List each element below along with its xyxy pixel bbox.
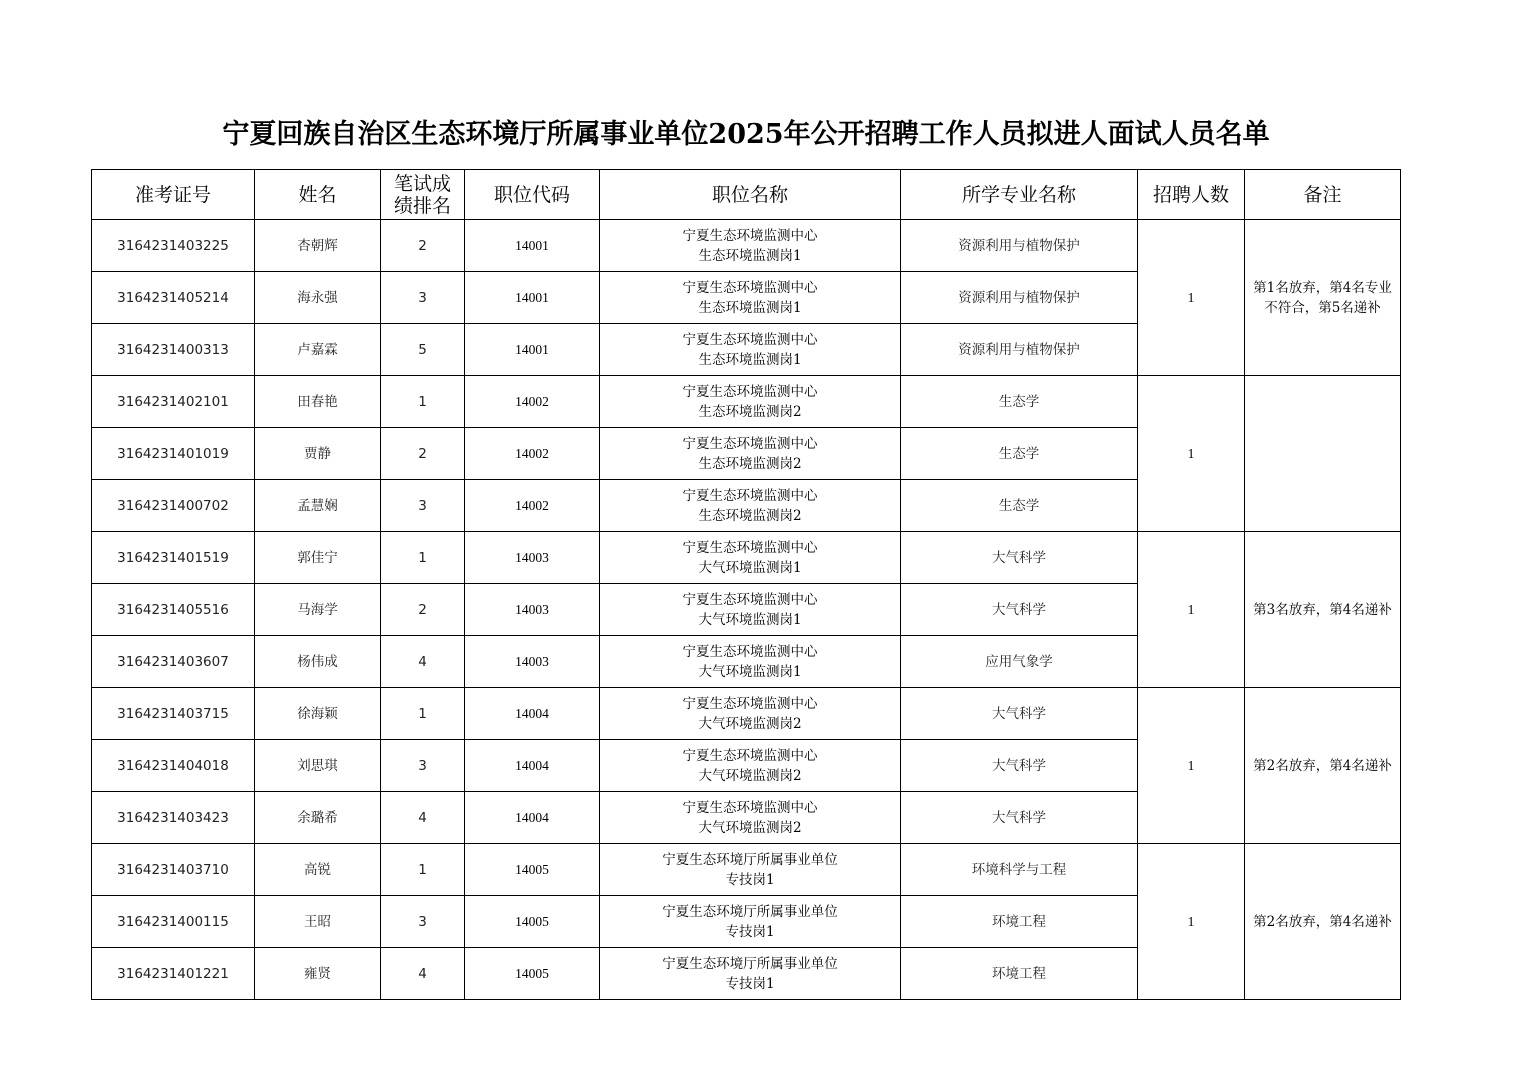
position-code-cell: 14005 [465, 896, 600, 948]
exam-rank-cell: 4 [381, 948, 465, 1000]
position-post: 生态环境监测岗1 [698, 247, 802, 264]
position-name-cell [600, 584, 901, 636]
major-cell: 资源利用与植物保护 [901, 272, 1138, 324]
candidate-name-cell: 余璐希 [255, 792, 381, 844]
header-code: 职位代码 [465, 170, 600, 220]
major-cell: 应用气象学 [901, 636, 1138, 688]
major-cell: 大气科学 [901, 584, 1138, 636]
position-name-cell [600, 844, 901, 896]
quota-cell: 1 [1138, 376, 1245, 532]
position-post: 生态环境监测岗2 [698, 507, 802, 524]
note-cell: 第2名放弃，第4名递补 [1245, 688, 1401, 844]
ticket-number-cell: 3164231401019 [92, 428, 255, 480]
position-unit: 宁夏生态环境监测中心 [682, 799, 818, 816]
major-cell: 大气科学 [901, 792, 1138, 844]
header-note: 备注 [1245, 170, 1401, 220]
ticket-number-cell: 3164231403423 [92, 792, 255, 844]
candidate-name-cell: 杏朝辉 [255, 220, 381, 272]
major-cell: 大气科学 [901, 688, 1138, 740]
major-cell: 资源利用与植物保护 [901, 220, 1138, 272]
interview-roster-table [91, 169, 1401, 1000]
position-code-cell: 14002 [465, 428, 600, 480]
position-unit: 宁夏生态环境监测中心 [682, 747, 818, 764]
position-post: 大气环境监测岗1 [698, 663, 802, 680]
ticket-number-cell: 3164231403607 [92, 636, 255, 688]
exam-rank-cell: 3 [381, 480, 465, 532]
position-name-cell [600, 948, 901, 1000]
candidate-name-cell: 海永强 [255, 272, 381, 324]
quota-cell: 1 [1138, 220, 1245, 376]
position-unit: 宁夏生态环境厅所属事业单位 [662, 903, 838, 920]
major-cell: 资源利用与植物保护 [901, 324, 1138, 376]
candidate-name-cell: 王昭 [255, 896, 381, 948]
exam-rank-cell: 1 [381, 376, 465, 428]
position-code-cell: 14002 [465, 480, 600, 532]
position-post: 大气环境监测岗1 [698, 559, 802, 576]
position-post: 专技岗1 [725, 871, 775, 888]
header-major: 所学专业名称 [901, 170, 1138, 220]
position-post: 专技岗1 [725, 975, 775, 992]
header-rank-line2: 绩排名 [393, 194, 451, 217]
header-ticket: 准考证号 [92, 170, 255, 220]
position-post: 大气环境监测岗2 [698, 715, 802, 732]
note-cell [1245, 376, 1401, 532]
quota-cell: 1 [1138, 532, 1245, 688]
position-code-cell: 14005 [465, 844, 600, 896]
note-cell: 第1名放弃，第4名专业不符合，第5名递补 [1245, 220, 1401, 376]
position-code-cell: 14005 [465, 948, 600, 1000]
exam-rank-cell: 5 [381, 324, 465, 376]
quota-cell: 1 [1138, 688, 1245, 844]
header-position: 职位名称 [600, 170, 901, 220]
position-unit: 宁夏生态环境监测中心 [682, 383, 818, 400]
position-code-cell: 14003 [465, 636, 600, 688]
exam-rank-cell: 2 [381, 428, 465, 480]
position-name-cell [600, 220, 901, 272]
ticket-number-cell: 3164231400313 [92, 324, 255, 376]
exam-rank-cell: 3 [381, 896, 465, 948]
position-post: 生态环境监测岗2 [698, 455, 802, 472]
ticket-number-cell: 3164231400702 [92, 480, 255, 532]
position-name-cell [600, 792, 901, 844]
ticket-number-cell: 3164231403715 [92, 688, 255, 740]
header-name: 姓名 [255, 170, 381, 220]
position-name-cell [600, 480, 901, 532]
position-name-cell [600, 324, 901, 376]
exam-rank-cell: 2 [381, 584, 465, 636]
major-cell: 环境科学与工程 [901, 844, 1138, 896]
position-code-cell: 14001 [465, 272, 600, 324]
major-cell: 大气科学 [901, 532, 1138, 584]
exam-rank-cell: 2 [381, 220, 465, 272]
position-post: 大气环境监测岗1 [698, 611, 802, 628]
ticket-number-cell: 3164231401519 [92, 532, 255, 584]
candidate-name-cell: 田春艳 [255, 376, 381, 428]
candidate-name-cell: 马海学 [255, 584, 381, 636]
position-post: 专技岗1 [725, 923, 775, 940]
position-name-cell [600, 896, 901, 948]
position-name-cell [600, 376, 901, 428]
table-row [92, 844, 1401, 896]
major-cell: 生态学 [901, 428, 1138, 480]
major-cell: 环境工程 [901, 948, 1138, 1000]
candidate-name-cell: 卢嘉霖 [255, 324, 381, 376]
major-cell: 大气科学 [901, 740, 1138, 792]
position-post: 生态环境监测岗1 [698, 299, 802, 316]
position-unit: 宁夏生态环境监测中心 [682, 539, 818, 556]
exam-rank-cell: 1 [381, 844, 465, 896]
candidate-name-cell: 郭佳宁 [255, 532, 381, 584]
ticket-number-cell: 3164231403225 [92, 220, 255, 272]
candidate-name-cell: 贾静 [255, 428, 381, 480]
position-unit: 宁夏生态环境监测中心 [682, 591, 818, 608]
position-code-cell: 14003 [465, 584, 600, 636]
table-row [92, 220, 1401, 272]
candidate-name-cell: 雍贤 [255, 948, 381, 1000]
major-cell: 生态学 [901, 376, 1138, 428]
position-post: 大气环境监测岗2 [698, 767, 802, 784]
candidate-name-cell: 杨伟成 [255, 636, 381, 688]
position-code-cell: 14004 [465, 688, 600, 740]
position-unit: 宁夏生态环境厅所属事业单位 [662, 955, 838, 972]
exam-rank-cell: 1 [381, 688, 465, 740]
ticket-number-cell: 3164231400115 [92, 896, 255, 948]
page-title: 宁夏回族自治区生态环境厅所属事业单位2025年公开招聘工作人员拟进人面试人员名单 [222, 119, 1270, 150]
position-name-cell [600, 688, 901, 740]
position-name-cell [600, 532, 901, 584]
position-unit: 宁夏生态环境监测中心 [682, 695, 818, 712]
header-quota: 招聘人数 [1138, 170, 1245, 220]
candidate-name-cell: 高锐 [255, 844, 381, 896]
position-unit: 宁夏生态环境监测中心 [682, 279, 818, 296]
position-unit: 宁夏生态环境监测中心 [682, 331, 818, 348]
note-cell: 第2名放弃，第4名递补 [1245, 844, 1401, 1000]
ticket-number-cell: 3164231405516 [92, 584, 255, 636]
position-unit: 宁夏生态环境监测中心 [682, 227, 818, 244]
position-post: 大气环境监测岗2 [698, 819, 802, 836]
position-name-cell [600, 272, 901, 324]
position-unit: 宁夏生态环境监测中心 [682, 487, 818, 504]
position-unit: 宁夏生态环境厅所属事业单位 [662, 851, 838, 868]
table-body [92, 220, 1401, 1000]
position-name-cell [600, 740, 901, 792]
table-row [92, 376, 1401, 428]
position-name-cell [600, 636, 901, 688]
table-row [92, 532, 1401, 584]
position-code-cell: 14001 [465, 220, 600, 272]
exam-rank-cell: 3 [381, 272, 465, 324]
position-post: 生态环境监测岗2 [698, 403, 802, 420]
header-rank-line1: 笔试成 [393, 172, 451, 195]
ticket-number-cell: 3164231401221 [92, 948, 255, 1000]
note-cell: 第3名放弃，第4名递补 [1245, 532, 1401, 688]
ticket-number-cell: 3164231404018 [92, 740, 255, 792]
position-code-cell: 14001 [465, 324, 600, 376]
major-cell: 环境工程 [901, 896, 1138, 948]
ticket-number-cell: 3164231403710 [92, 844, 255, 896]
position-name-cell [600, 428, 901, 480]
ticket-number-cell: 3164231402101 [92, 376, 255, 428]
exam-rank-cell: 4 [381, 792, 465, 844]
ticket-number-cell: 3164231405214 [92, 272, 255, 324]
table-header-row [92, 170, 1401, 220]
position-code-cell: 14002 [465, 376, 600, 428]
header-rank [381, 170, 465, 220]
candidate-name-cell: 徐海颖 [255, 688, 381, 740]
position-unit: 宁夏生态环境监测中心 [682, 435, 818, 452]
exam-rank-cell: 4 [381, 636, 465, 688]
position-code-cell: 14004 [465, 740, 600, 792]
major-cell: 生态学 [901, 480, 1138, 532]
candidate-name-cell: 刘思琪 [255, 740, 381, 792]
position-unit: 宁夏生态环境监测中心 [682, 643, 818, 660]
position-code-cell: 14003 [465, 532, 600, 584]
exam-rank-cell: 3 [381, 740, 465, 792]
position-code-cell: 14004 [465, 792, 600, 844]
position-post: 生态环境监测岗1 [698, 351, 802, 368]
candidate-name-cell: 孟慧娴 [255, 480, 381, 532]
quota-cell: 1 [1138, 844, 1245, 1000]
table-row [92, 688, 1401, 740]
exam-rank-cell: 1 [381, 532, 465, 584]
